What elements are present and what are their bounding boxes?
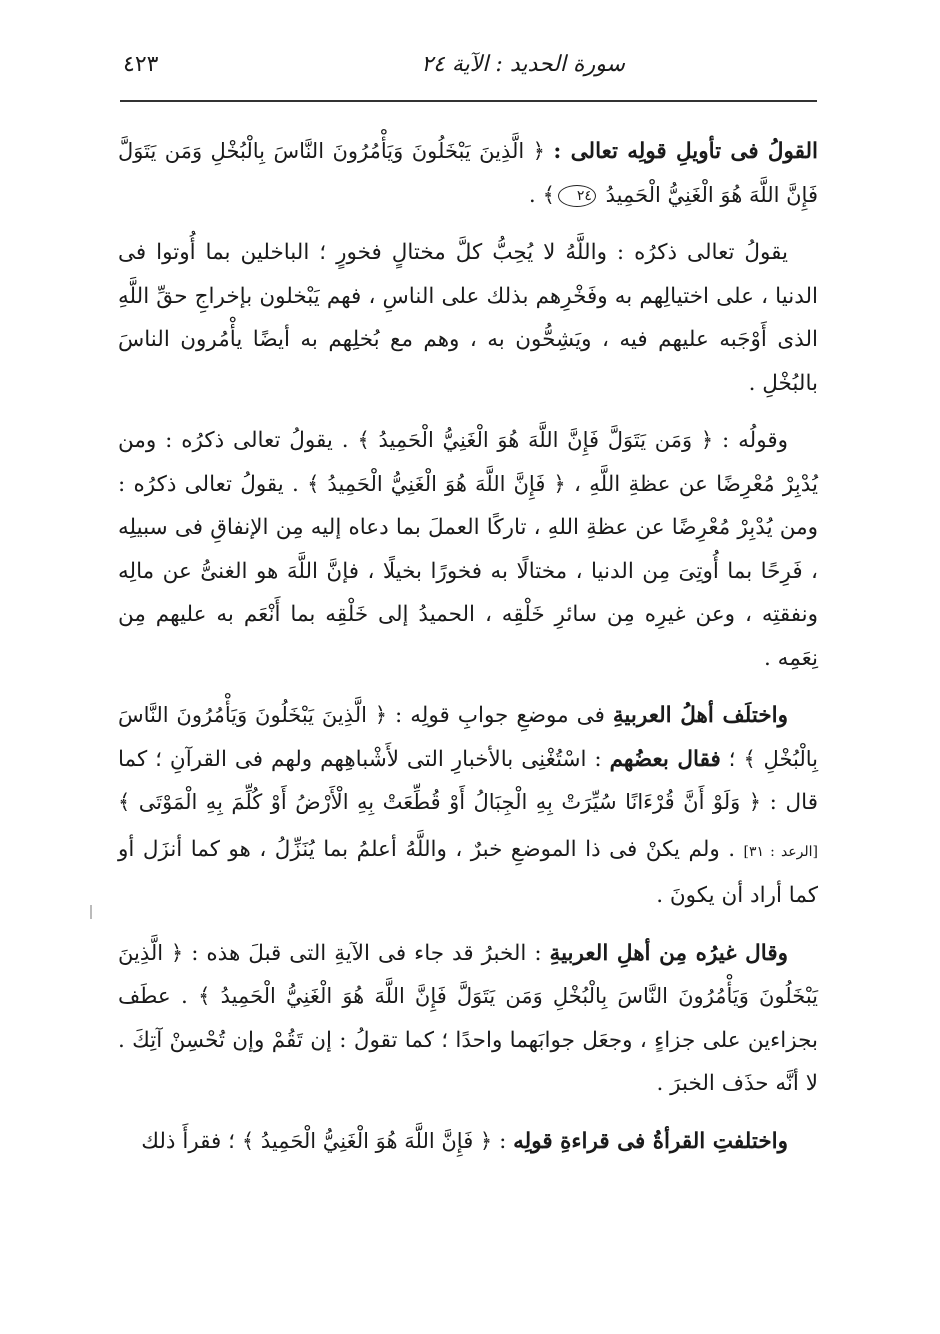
body-text: . يقولُ تعالى ذكرُه : ومن يُدْبِرْ مُعْرِضًا عن عظةِ اللهِ ، تاركًا العملَ بما دعاه إليه مِن الإنفاقِ فى سبيلِه ، فَرِحًا بما أُوتِىَ مِن الدنيا ، مختالًا به فخورًا بخيلًا ، فإنَّ اللَّهَ هو الغنىُّ عن مالِه ونفقتِه ، وعن غيرِه مِن سائرِ خَلْقِه ، الحميدُ إلى خَلْقِه بما أَنْعَم به عليهم مِن نِعَمِه . — [118, 471, 818, 671]
paragraph-lead: القولُ فى تأويلِ قولِه تعالى : — [553, 139, 818, 164]
quran-verse: ﴿ وَلَوْ أَنَّ قُرْءَانًا سُيِّرَتْ بِهِ الْجِبَالُ أَوْ قُطِّعَتْ بِهِ الْأَرْضُ أَوْ كُلِّمَ بِهِ الْمَوْتَى ﴾ — [118, 790, 762, 814]
paragraph-lead: واختلَف أهلُ العربيةِ — [612, 703, 788, 728]
verse-citation: [الرعد : ٣١] — [743, 843, 818, 860]
page-number: ٤٢٣ — [123, 52, 159, 77]
paragraph-lead: وقال غيرُه مِن أهلِ العربيةِ — [549, 940, 788, 966]
body-text: : الخبرُ قد جاء فى الآيةِ التى قبلَ هذه : — [183, 940, 550, 966]
bold-phrase: فقال بعضُهم — [609, 746, 721, 772]
body-text: ؛ — [720, 746, 744, 772]
header-rule — [120, 100, 817, 102]
paragraph — [118, 694, 818, 918]
body-text: . يقولُ تعالى ذكرُه : ومن يُدْبِرْ مُعْرِضًا عن عظةِ اللَّهِ ، — [118, 428, 818, 497]
scan-mark — [90, 905, 92, 919]
body-text: : — [492, 1128, 514, 1154]
quran-verse: ﴿ الَّذِينَ يَبْخَلُونَ وَيَأْمُرُونَ النَّاسَ بِالْبُخْلِ ﴾ — [118, 703, 818, 771]
ayah-number-mark: ٢٤ — [558, 185, 596, 207]
paragraph — [118, 1120, 818, 1164]
body-text: . — [528, 182, 543, 208]
body-text: يقولُ تعالى ذكرُه : واللَّهُ لا يُحِبُّ كلَّ مختالٍ فخورٍ ؛ الباخلين بما أُوتوا فى الدنيا ، على اختيالِهم به وفَخْرِهم بذلك على الناسِ ، فهم يَبْخلون بإخراجِ حقِّ اللَّهِ الذى أَوْجَبه عليهم فيه ، ويَشِحُّون به ، وهم مع بُخلِهم به أيضًا يأْمُرون الناسَ بالبُخْلِ . — [118, 240, 818, 396]
quran-verse: ﴾ — [542, 182, 555, 207]
paragraph — [118, 130, 818, 217]
page-body — [118, 130, 818, 1163]
quran-verse: ﴿ الَّذِينَ يَبْخَلُونَ وَيَأْمُرُونَ النَّاسَ بِالْبُخْلِ وَمَن يَتَوَلَّ فَإِنَّ اللَّهَ هُوَ الْغَنِيُّ الْحَمِيدُ ﴾ — [118, 940, 818, 1008]
paragraph — [118, 932, 818, 1106]
paragraph — [118, 419, 818, 680]
body-text: فى موضعِ جوابِ قولِه : — [387, 703, 613, 728]
quran-verse: ﴿ وَمَن يَتَوَلَّ فَإِنَّ اللَّهَ هُوَ الْغَنِيُّ الْحَمِيدُ ﴾ — [357, 428, 714, 452]
running-title: سورة الحديد : الآية ٢٤ — [421, 52, 625, 77]
body-text: . ولم يكنْ فى ذا الموضعِ خبرٌ ، واللَّهُ أعلمُ بما يُنَزِّلُ ، هو كما أنزَل أو كما أراد أن يكونَ . — [118, 836, 818, 908]
quran-verse: ﴿ فَإِنَّ اللَّهَ هُوَ الْغَنِيُّ الْحَمِيدُ ﴾ — [241, 1128, 493, 1153]
body-text: : اسْتُغْنِى بالأخبارِ التى لأَشْباهِهم ولهم فى القرآنِ ؛ كما قال : — [118, 746, 818, 815]
body-text: وقولُه : — [713, 428, 788, 453]
quran-verse: ﴿ الَّذِينَ يَبْخَلُونَ وَيَأْمُرُونَ النَّاسَ بِالْبُخْلِ وَمَن يَتَوَلَّ فَإِنَّ اللَّهَ هُوَ الْغَنِيُّ الْحَمِيدُ — [118, 139, 818, 207]
paragraph — [118, 231, 818, 405]
page-header — [125, 52, 815, 92]
paragraph-lead: واختلفتِ القرأةُ فى قراءةِ قولِه — [513, 1128, 788, 1154]
quran-verse: ﴿ فَإِنَّ اللَّهَ هُوَ الْغَنِيُّ الْحَمِيدُ ﴾ — [307, 471, 566, 496]
body-text: . عطَف بجزاءين على جزاءٍ ، وجعَل جوابَهما واحدًا ؛ كما تقولُ : إن تَقُمْ وإن تُحْسِنْ آتِكَ . لا أنَّه حذَف الخبرَ . — [118, 984, 818, 1096]
body-text: ؛ فقرأَ ذلك — [141, 1128, 242, 1154]
